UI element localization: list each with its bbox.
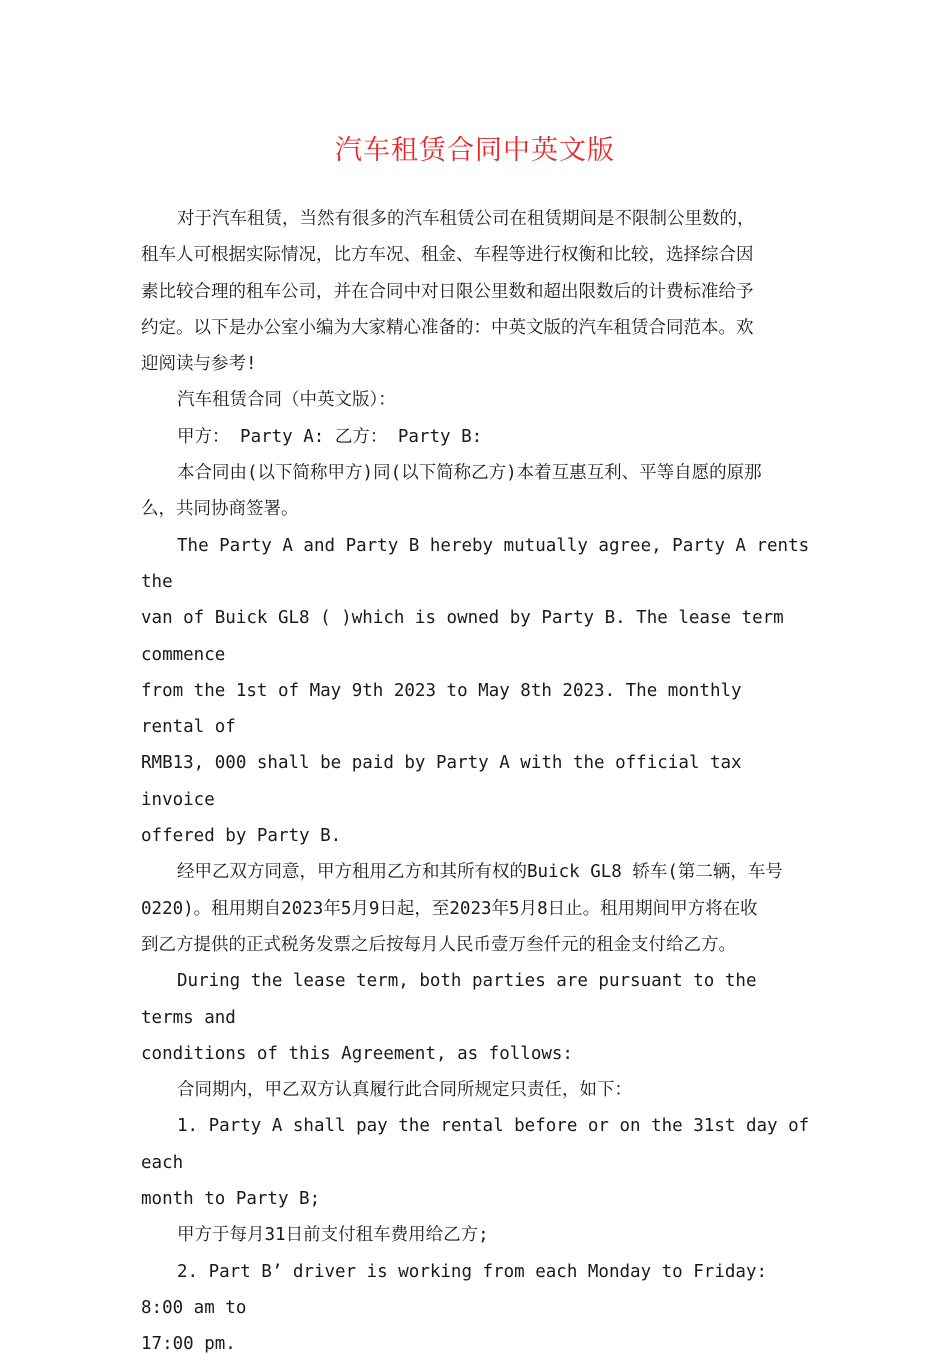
text-line: 甲方于每月31日前支付租车费用给乙方; [177, 1225, 489, 1246]
text-line: 17:00 pm. [141, 1334, 236, 1355]
text-line: 0220)。租用期自2023年5月9日起，至2023年5月8日止。租用期间甲方将在收 [141, 898, 758, 919]
text-line: month to Party B; [141, 1189, 321, 1210]
paragraph [141, 419, 813, 455]
text-line: 本合同由(以下简称甲方)同(以下简称乙方)本着互惠互利、平等自愿的原那 [177, 463, 762, 484]
text-line: 么，共同协商签署。 [141, 499, 299, 520]
paragraph [141, 963, 813, 1072]
paragraph [141, 201, 813, 382]
text-line: During the lease term, both parties are pursuant to the terms and [141, 971, 768, 1028]
text-line: 租车人可根据实际情况，比方车况、租金、车程等进行权衡和比较，选择综合因 [141, 245, 754, 266]
paragraph [141, 1072, 813, 1108]
document-title: 汽车租赁合同中英文版 [335, 135, 615, 166]
text-line: 合同期内，甲乙双方认真履行此合同所规定只责任，如下： [177, 1080, 632, 1101]
text-line: 1. Party A shall pay the rental before or on the 31st day of each [141, 1116, 820, 1173]
paragraph [141, 1254, 813, 1363]
paragraph [141, 1108, 820, 1217]
document-body [141, 201, 820, 1363]
paragraph [141, 455, 813, 528]
text-line: 迎阅读与参考! [141, 354, 257, 375]
text-line: offered by Party B. [141, 826, 342, 847]
text-line: 到乙方提供的正式税务发票之后按每月人民币壹万叁仟元的租金支付给乙方。 [141, 934, 736, 955]
paragraph [141, 854, 813, 963]
text-line: van of Buick GL8 ( )which is owned by Party B. The lease term commence [141, 608, 795, 665]
text-line: 甲方： Party A: 乙方： Party B: [177, 426, 483, 447]
text-line: 经甲乙双方同意，甲方租用乙方和其所有权的Buick GL8 轿车(第二辆，车号 [177, 862, 783, 883]
text-line: 2. Part B’ driver is working from each Monday to Friday: 8:00 am to [141, 1261, 778, 1318]
text-line: from the 1st of May 9th 2023 to May 8th 2023. The monthly rental of [141, 680, 753, 738]
paragraph [141, 382, 813, 418]
text-line: 约定。以下是办公室小编为大家精心准备的：中英文版的汽车租赁合同范本。欢 [141, 317, 754, 338]
text-line: 对于汽车租赁，当然有很多的汽车租赁公司在租赁期间是不限制公里数的， [177, 209, 755, 229]
text-line: The Party A and Party B hereby mutually agree, Party A rents the [141, 535, 820, 592]
text-line: 素比较合理的租车公司，并在合同中对日限公里数和超出限数后的计费标准给予 [141, 281, 754, 302]
text-line: RMB13, 000 shall be paid by Party A with the official tax invoice [141, 753, 753, 810]
text-line: conditions of this Agreement, as follows: [141, 1043, 573, 1064]
paragraph [141, 528, 820, 855]
text-line: 汽车租赁合同（中英文版）： [177, 390, 396, 411]
paragraph [141, 1217, 813, 1253]
